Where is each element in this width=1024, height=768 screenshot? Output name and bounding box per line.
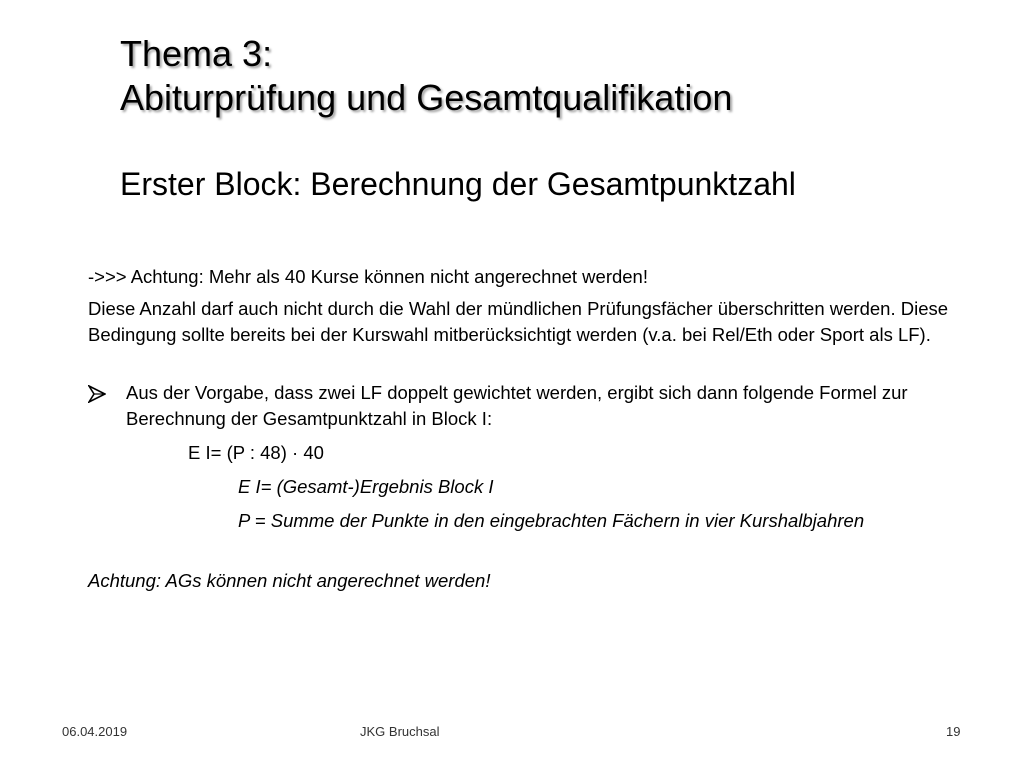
warning-text: ->>> Achtung: Mehr als 40 Kurse können nicht angerechnet werden! bbox=[88, 266, 648, 287]
slide-body bbox=[88, 264, 958, 594]
spacer bbox=[88, 348, 958, 380]
title-line-1: Thema 3: bbox=[120, 33, 273, 74]
footer-page-number: 19 bbox=[946, 724, 961, 739]
footer-date: 06.04.2019 bbox=[62, 724, 128, 739]
info-paragraph: Diese Anzahl darf auch nicht durch die Wahl der mündlichen Prüfungsfächer überschritten werden. Diese Bedingung sollte bereits bei der Kurswahl mitberücksichtigt werden (v.a. bei Rel/Eth oder Sport als LF). bbox=[88, 298, 949, 345]
bullet-text: Aus der Vorgabe, dass zwei LF doppelt gewichtet werden, ergibt sich dann folgende Formel zur Berechnung der Gesamtpunktzahl in Block I: bbox=[126, 382, 908, 429]
footer-center-text: JKG Bruchsal bbox=[360, 724, 440, 739]
definition-e: E I= (Gesamt-)Ergebnis Block I bbox=[238, 476, 494, 497]
bullet-item bbox=[88, 380, 958, 432]
note-text: Achtung: AGs können nicht angerechnet werden! bbox=[88, 570, 491, 591]
slide-title bbox=[120, 32, 980, 120]
arrow-bullet-icon bbox=[88, 384, 106, 402]
title-line-2: Abiturprüfung und Gesamtqualifikation bbox=[120, 77, 733, 118]
slide-subtitle: Erster Block: Berechnung der Gesamtpunktzahl bbox=[120, 166, 796, 202]
formula: E I= (P : 48) · 40 bbox=[188, 442, 324, 463]
definition-p: P = Summe der Punkte in den eingebrachten Fächern in vier Kurshalbjahren bbox=[238, 510, 865, 531]
